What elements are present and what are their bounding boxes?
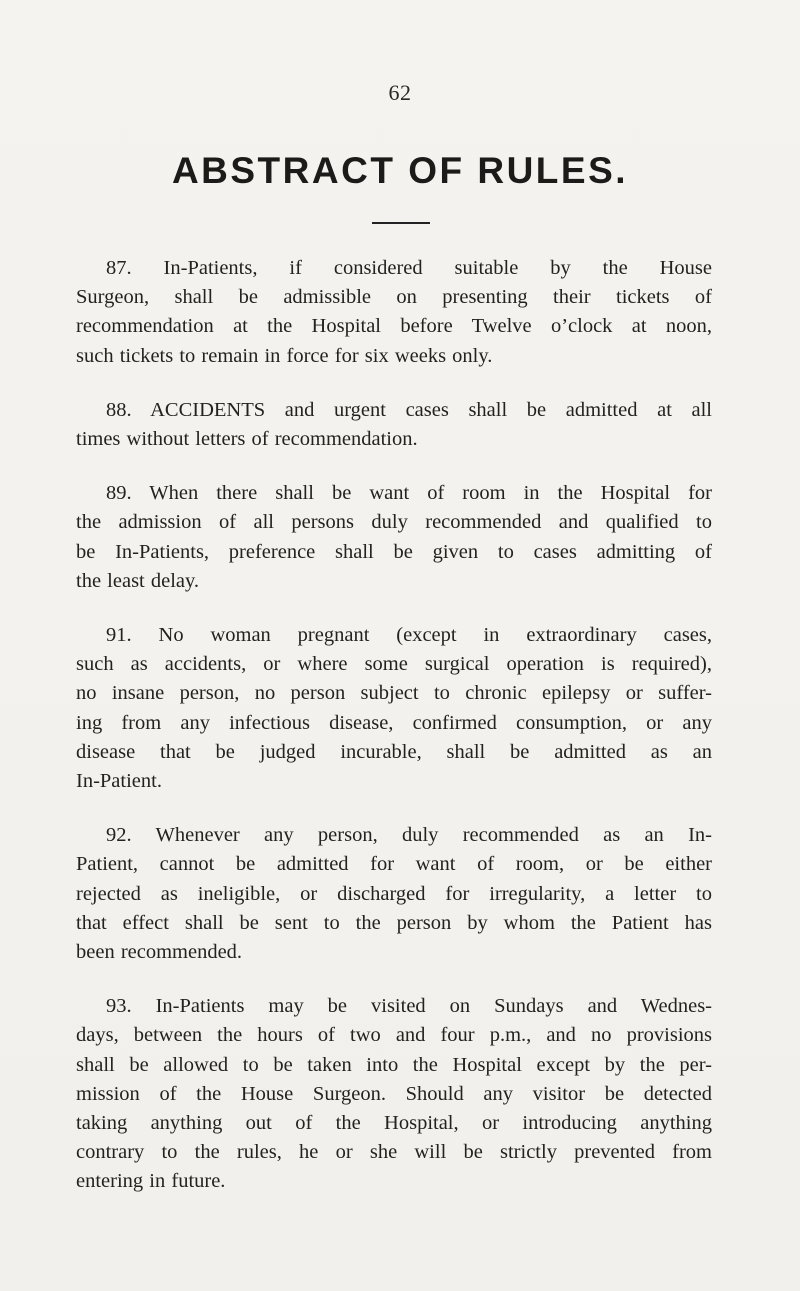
text-line: 87. In-Patients, if considered suitable by the House [106,257,712,279]
text-line: Patient, cannot be admitted for want of room, or be either [76,853,712,876]
text-line: 91. No woman pregnant (except in extraordinary cases, [106,624,712,647]
text-line: the admission of all persons duly recommended and qualified to [76,511,712,534]
rule-93 [76,992,712,1196]
text-line: 93. In-Patients may be visited on Sundays and Wednes- [106,995,712,1018]
text-line: rejected as ineligible, or discharged for irregularity, a letter to [76,882,712,905]
text-line: times without letters of recommendation. [76,428,418,451]
rules-body [76,254,712,1222]
text-line: Surgeon, shall be admissible on presenting their tickets of [76,286,712,309]
text-line: days, between the hours of two and four p.m., and no provisions [76,1024,712,1047]
rule-88 [76,396,712,454]
page-number: 62 [388,80,412,105]
text-line: taking anything out of the Hospital, or introducing anything [76,1112,712,1135]
rule-89 [76,479,712,596]
text-line: be In-Patients, preference shall be given to cases admitting of [76,540,712,563]
text-line: 92. Whenever any person, duly recommended as an In- [106,824,712,847]
text-line: that effect shall be sent to the person by whom the Patient has [76,911,712,934]
text-line: ing from any infectious disease, confirmed consumption, or any [76,711,712,734]
text-line: entering in future. [76,1170,226,1193]
text-line: such tickets to remain in force for six weeks only. [76,344,493,367]
text-line: been recommended. [76,941,243,964]
text-line: In-Patient. [76,770,162,793]
page-title: ABSTRACT OF RULES. [171,150,629,191]
text-line: shall be allowed to be taken into the Hospital except by the per- [76,1053,712,1076]
rule-87 [76,254,712,371]
text-line: contrary to the rules, he or she will be strictly prevented from [76,1141,712,1164]
text-line: no insane person, no person subject to chronic epilepsy or suffer- [76,682,712,705]
text-line: disease that be judged incurable, shall be admitted as an [76,740,712,763]
text-line: 89. When there shall be want of room in the Hospital for [106,482,712,505]
title-divider [372,222,430,224]
text-line: the least delay. [76,569,200,592]
rule-91 [76,621,712,796]
text-line: 88. ACCIDENTS and urgent cases shall be admitted at all [106,398,712,421]
rule-92 [76,821,712,967]
text-line: such as accidents, or where some surgical operation is required), [76,653,712,676]
text-line: recommendation at the Hospital before Twelve o’clock at noon, [76,315,712,338]
text-line: mission of the House Surgeon. Should any visitor be detected [76,1082,712,1105]
